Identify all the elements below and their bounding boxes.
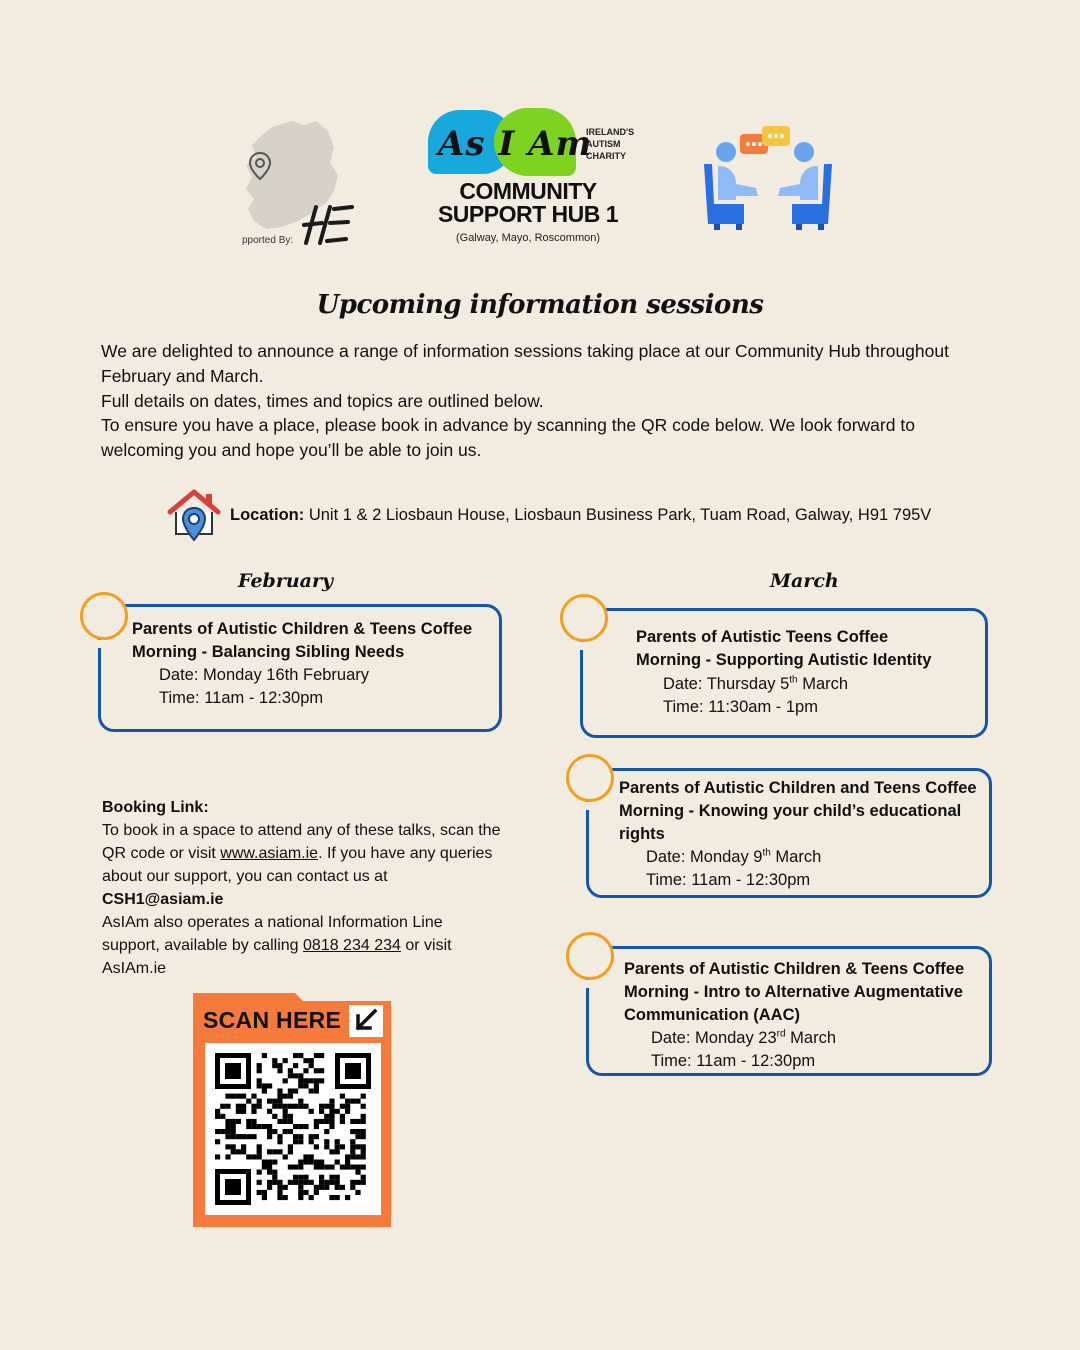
- session-time: Time: 11:30am - 1pm: [663, 698, 818, 716]
- two-people-chatting-icon: [700, 124, 836, 232]
- session-card-feb-16: [80, 592, 504, 734]
- session-card-mar-23: [566, 932, 996, 1078]
- charity-tagline: IRELAND'S AUTISM CHARITY: [586, 127, 635, 161]
- intro-paragraph-3: To ensure you have a place, please book in advance by scanning the QR code below. We look forward to welcoming you and hope you’ll be able to join us.: [101, 415, 915, 461]
- session-title: Parents of Autistic Children and Teens Coffee Morning - Knowing your child’s educational rights: [619, 779, 977, 843]
- session-time: Time: 11am - 12:30pm: [646, 871, 811, 889]
- email-link[interactable]: CSH1@asiam.ie: [102, 891, 224, 908]
- session-date: Date: Monday 16th February: [159, 666, 370, 684]
- asiam-community-hub-logo: [426, 108, 646, 248]
- hse-logo-icon: [300, 203, 356, 245]
- arrow-down-left-icon: [349, 1005, 383, 1037]
- phone-link[interactable]: 0818 234 234: [303, 937, 401, 954]
- conversation-illustration: [700, 124, 836, 232]
- house-location-icon: [166, 488, 222, 544]
- hub-regions: (Galway, Mayo, Roscommon): [455, 232, 601, 244]
- session-circle-icon: [560, 594, 608, 642]
- session-time: Time: 11am - 12:30pm: [651, 1052, 816, 1070]
- hse-logo-mark: [300, 203, 356, 254]
- supported-by-label: pported By:: [242, 235, 294, 246]
- session-circle-icon: [566, 754, 614, 802]
- march-heading: March: [770, 570, 839, 592]
- scan-here-label: SCAN HERE: [203, 1007, 342, 1033]
- info-line-text: AsIAm also operates a national Information Line support, available by calling 0818 234 234 or visit AsIAm.ie: [102, 914, 452, 977]
- session-title: Parents of Autistic Children & Teens Coffee Morning - Intro to Alternative Augmentative Communication (AAC): [624, 960, 965, 1024]
- session-title: Parents of Autistic Teens Coffee Morning - Supporting Autistic Identity: [636, 628, 932, 669]
- qr-code-area: [205, 1043, 381, 1215]
- booking-title: Booking Link:: [102, 799, 209, 816]
- session-title: Parents of Autistic Children & Teens Coffee Morning - Balancing Sibling Needs: [132, 620, 473, 661]
- qr-code-icon[interactable]: [215, 1053, 371, 1205]
- intro-text: [101, 339, 981, 463]
- location-row: [166, 488, 1026, 544]
- session-time: Time: 11am - 12:30pm: [159, 689, 324, 707]
- location-text: Location: Unit 1 & 2 Liosbaun House, Liosbaun Business Park, Tuam Road, Galway, H91 795V: [230, 506, 932, 524]
- session-date: Date: Monday 9th March: [646, 847, 822, 866]
- booking-text: To book in a space to attend any of these talks, scan the QR code or visit www.asiam.ie. If you have any queries about our support, you can contact us at CSH1@asiam.ie: [102, 822, 501, 908]
- booking-info: [102, 796, 502, 980]
- page-title: Upcoming information sessions: [316, 290, 764, 320]
- session-circle-icon: [80, 592, 128, 640]
- location-pin-icon: [248, 151, 272, 181]
- asiam-logo-text: As I Am: [438, 124, 593, 164]
- session-card-mar-9: [566, 754, 996, 900]
- session-card-mar-5: [560, 594, 990, 740]
- february-heading: February: [238, 570, 334, 592]
- session-circle-icon: [566, 932, 614, 980]
- intro-paragraph-2: Full details on dates, times and topics are outlined below.: [101, 390, 544, 411]
- session-date: Date: Monday 23rd March: [651, 1028, 837, 1047]
- hse-supported-logo: [238, 115, 358, 250]
- hub-title: COMMUNITY SUPPORT HUB 1: [437, 178, 619, 227]
- website-link[interactable]: www.asiam.ie: [220, 845, 319, 862]
- session-date: Date: Thursday 5th March: [663, 674, 849, 693]
- intro-paragraph-1: We are delighted to announce a range of information sessions taking place at our Community Hub throughout February and March.: [101, 341, 949, 386]
- qr-scan-panel: [193, 993, 391, 1227]
